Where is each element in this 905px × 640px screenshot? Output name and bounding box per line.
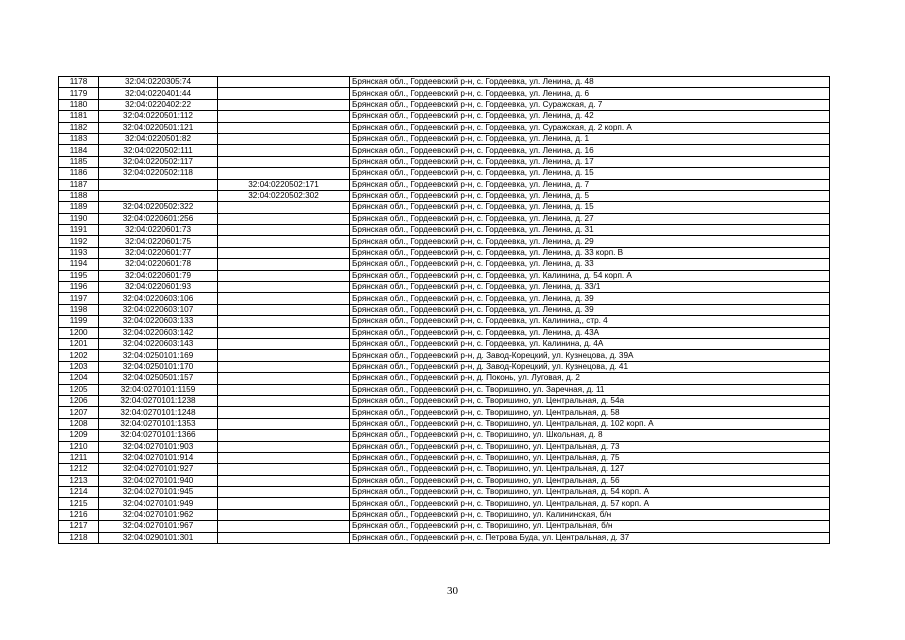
row-number-cell: 1185	[59, 156, 99, 167]
address-cell: Брянская обл., Гордеевский р-н, с. Творишино, ул. Центральная, д. 56	[350, 475, 830, 486]
row-number-cell: 1189	[59, 202, 99, 213]
table-row	[59, 77, 830, 88]
building-cadastral-number-cell	[218, 259, 350, 270]
address-cell: Брянская обл., Гордеевский р-н, с. Гордеевка, ул. Суражская, д. 7	[350, 99, 830, 110]
table-row	[59, 179, 830, 190]
building-cadastral-number-cell	[218, 498, 350, 509]
row-number-cell: 1188	[59, 190, 99, 201]
table-row	[59, 498, 830, 509]
row-number-cell: 1192	[59, 236, 99, 247]
row-number-cell: 1203	[59, 361, 99, 372]
address-cell: Брянская обл., Гордеевский р-н, с. Гордеевка, ул. Ленина, д. 39	[350, 304, 830, 315]
building-cadastral-number-cell	[218, 99, 350, 110]
address-cell: Брянская обл., Гордеевский р-н, с. Творишино, ул. Центральная, д. 54а	[350, 395, 830, 406]
table-row	[59, 384, 830, 395]
row-number-cell: 1179	[59, 88, 99, 99]
cadastral-register-table	[58, 76, 830, 544]
row-number-cell: 1195	[59, 270, 99, 281]
table-row	[59, 236, 830, 247]
land-cadastral-number-cell: 32:04:0250501:157	[99, 373, 218, 384]
building-cadastral-number-cell: 32:04:0220502:171	[218, 179, 350, 190]
table-row	[59, 441, 830, 452]
building-cadastral-number-cell	[218, 156, 350, 167]
table-row	[59, 225, 830, 236]
building-cadastral-number-cell	[218, 111, 350, 122]
row-number-cell: 1218	[59, 532, 99, 543]
building-cadastral-number-cell	[218, 464, 350, 475]
land-cadastral-number-cell: 32:04:0270101:903	[99, 441, 218, 452]
land-cadastral-number-cell: 32:04:0270101:962	[99, 509, 218, 520]
building-cadastral-number-cell	[218, 430, 350, 441]
building-cadastral-number-cell: 32:04:0220502:302	[218, 190, 350, 201]
building-cadastral-number-cell	[218, 133, 350, 144]
address-cell: Брянская обл., Гордеевский р-н, с. Гордеевка, ул. Ленина, д. 17	[350, 156, 830, 167]
land-cadastral-number-cell: 32:04:0270101:1353	[99, 418, 218, 429]
address-cell: Брянская обл., Гордеевский р-н, с. Гордеевка, ул. Ленина, д. 15	[350, 168, 830, 179]
building-cadastral-number-cell	[218, 441, 350, 452]
table-row	[59, 418, 830, 429]
row-number-cell: 1197	[59, 293, 99, 304]
building-cadastral-number-cell	[218, 202, 350, 213]
address-cell: Брянская обл., Гордеевский р-н, д. Завод-Корецкий, ул. Кузнецова, д. 41	[350, 361, 830, 372]
building-cadastral-number-cell	[218, 304, 350, 315]
building-cadastral-number-cell	[218, 407, 350, 418]
table-row	[59, 361, 830, 372]
table-row	[59, 464, 830, 475]
table-row	[59, 111, 830, 122]
row-number-cell: 1180	[59, 99, 99, 110]
address-cell: Брянская обл., Гордеевский р-н, с. Гордеевка, ул. Калинина, д. 4А	[350, 338, 830, 349]
row-number-cell: 1182	[59, 122, 99, 133]
land-cadastral-number-cell: 32:04:0220502:117	[99, 156, 218, 167]
address-cell: Брянская обл., Гордеевский р-н, с. Гордеевка, ул. Ленина, д. 16	[350, 145, 830, 156]
land-cadastral-number-cell: 32:04:0270101:1238	[99, 395, 218, 406]
address-cell: Брянская обл., Гордеевский р-н, д. Поконь, ул. Луговая, д. 2	[350, 373, 830, 384]
address-cell: Брянская обл., Гордеевский р-н, с. Гордеевка, ул. Калинина,, стр. 4	[350, 316, 830, 327]
table-row	[59, 99, 830, 110]
table-row	[59, 304, 830, 315]
table-row	[59, 293, 830, 304]
land-cadastral-number-cell: 32:04:0220501:82	[99, 133, 218, 144]
address-cell: Брянская обл., Гордеевский р-н, с. Гордеевка, ул. Ленина, д. 33 корп. В	[350, 247, 830, 258]
page-number: 30	[447, 585, 458, 597]
address-cell: Брянская обл., Гордеевский р-н, с. Гордеевка, ул. Ленина, д. 1	[350, 133, 830, 144]
address-cell: Брянская обл., Гордеевский р-н, с. Гордеевка, ул. Ленина, д. 43А	[350, 327, 830, 338]
building-cadastral-number-cell	[218, 532, 350, 543]
row-number-cell: 1187	[59, 179, 99, 190]
row-number-cell: 1178	[59, 77, 99, 88]
land-cadastral-number-cell: 32:04:0220603:107	[99, 304, 218, 315]
row-number-cell: 1196	[59, 282, 99, 293]
row-number-cell: 1207	[59, 407, 99, 418]
address-cell: Брянская обл., Гордеевский р-н, с. Гордеевка, ул. Ленина, д. 27	[350, 213, 830, 224]
table-row	[59, 133, 830, 144]
land-cadastral-number-cell: 32:04:0220601:77	[99, 247, 218, 258]
building-cadastral-number-cell	[218, 361, 350, 372]
row-number-cell: 1191	[59, 225, 99, 236]
building-cadastral-number-cell	[218, 88, 350, 99]
building-cadastral-number-cell	[218, 338, 350, 349]
building-cadastral-number-cell	[218, 270, 350, 281]
building-cadastral-number-cell	[218, 350, 350, 361]
table-row	[59, 213, 830, 224]
land-cadastral-number-cell: 32:04:0220601:79	[99, 270, 218, 281]
table-row	[59, 156, 830, 167]
row-number-cell: 1201	[59, 338, 99, 349]
address-cell: Брянская обл., Гордеевский р-н, с. Творишино, ул. Центральная, д. 54 корп. А	[350, 487, 830, 498]
table-row	[59, 487, 830, 498]
row-number-cell: 1200	[59, 327, 99, 338]
land-cadastral-number-cell: 32:04:0270101:1248	[99, 407, 218, 418]
building-cadastral-number-cell	[218, 373, 350, 384]
table-row	[59, 407, 830, 418]
row-number-cell: 1205	[59, 384, 99, 395]
land-cadastral-number-cell: 32:04:0220603:142	[99, 327, 218, 338]
table-row	[59, 282, 830, 293]
address-cell: Брянская обл., Гордеевский р-н, с. Гордеевка, ул. Ленина, д. 5	[350, 190, 830, 201]
land-cadastral-number-cell: 32:04:0250101:170	[99, 361, 218, 372]
building-cadastral-number-cell	[218, 475, 350, 486]
building-cadastral-number-cell	[218, 168, 350, 179]
address-cell: Брянская обл., Гордеевский р-н, с. Творишино, ул. Школьная, д. 8	[350, 430, 830, 441]
land-cadastral-number-cell: 32:04:0220601:78	[99, 259, 218, 270]
building-cadastral-number-cell	[218, 384, 350, 395]
land-cadastral-number-cell: 32:04:0220603:106	[99, 293, 218, 304]
land-cadastral-number-cell: 32:04:0220501:112	[99, 111, 218, 122]
address-cell: Брянская обл., Гордеевский р-н, с. Творишино, ул. Калининская, б/н	[350, 509, 830, 520]
row-number-cell: 1202	[59, 350, 99, 361]
land-cadastral-number-cell: 32:04:0270101:1159	[99, 384, 218, 395]
address-cell: Брянская обл., Гордеевский р-н, с. Творишино, ул. Центральная, д. 57 корп. А	[350, 498, 830, 509]
land-cadastral-number-cell: 32:04:0220601:73	[99, 225, 218, 236]
table-row	[59, 521, 830, 532]
building-cadastral-number-cell	[218, 213, 350, 224]
address-cell: Брянская обл., Гордеевский р-н, с. Гордеевка, ул. Ленина, д. 33	[350, 259, 830, 270]
table-row	[59, 270, 830, 281]
row-number-cell: 1217	[59, 521, 99, 532]
table-row	[59, 475, 830, 486]
address-cell: Брянская обл., Гордеевский р-н, с. Гордеевка, ул. Ленина, д. 33/1	[350, 282, 830, 293]
table-row	[59, 452, 830, 463]
row-number-cell: 1198	[59, 304, 99, 315]
table-row	[59, 168, 830, 179]
building-cadastral-number-cell	[218, 521, 350, 532]
table-row	[59, 532, 830, 543]
land-cadastral-number-cell: 32:04:0270101:949	[99, 498, 218, 509]
table-row	[59, 202, 830, 213]
land-cadastral-number-cell: 32:04:0250101:169	[99, 350, 218, 361]
land-cadastral-number-cell	[99, 179, 218, 190]
building-cadastral-number-cell	[218, 487, 350, 498]
building-cadastral-number-cell	[218, 145, 350, 156]
row-number-cell: 1194	[59, 259, 99, 270]
row-number-cell: 1216	[59, 509, 99, 520]
row-number-cell: 1206	[59, 395, 99, 406]
row-number-cell: 1209	[59, 430, 99, 441]
row-number-cell: 1183	[59, 133, 99, 144]
address-cell: Брянская обл., Гордеевский р-н, с. Творишино, ул. Заречная, д. 11	[350, 384, 830, 395]
land-cadastral-number-cell: 32:04:0220502:111	[99, 145, 218, 156]
land-cadastral-number-cell: 32:04:0270101:927	[99, 464, 218, 475]
row-number-cell: 1184	[59, 145, 99, 156]
row-number-cell: 1204	[59, 373, 99, 384]
table-row	[59, 247, 830, 258]
address-cell: Брянская обл., Гордеевский р-н, с. Творишино, ул. Центральная, д. 73	[350, 441, 830, 452]
land-cadastral-number-cell: 32:04:0220305:74	[99, 77, 218, 88]
address-cell: Брянская обл., Гордеевский р-н, с. Гордеевка, ул. Ленина, д. 29	[350, 236, 830, 247]
building-cadastral-number-cell	[218, 282, 350, 293]
address-cell: Брянская обл., Гордеевский р-н, с. Гордеевка, ул. Ленина, д. 15	[350, 202, 830, 213]
land-cadastral-number-cell: 32:04:0220402:22	[99, 99, 218, 110]
table-row	[59, 145, 830, 156]
address-cell: Брянская обл., Гордеевский р-н, д. Завод-Корецкий, ул. Кузнецова, д. 39А	[350, 350, 830, 361]
land-cadastral-number-cell	[99, 190, 218, 201]
land-cadastral-number-cell: 32:04:0220401:44	[99, 88, 218, 99]
building-cadastral-number-cell	[218, 122, 350, 133]
row-number-cell: 1190	[59, 213, 99, 224]
address-cell: Брянская обл., Гордеевский р-н, с. Гордеевка, ул. Ленина, д. 31	[350, 225, 830, 236]
address-cell: Брянская обл., Гордеевский р-н, с. Творишино, ул. Центральная, д. 58	[350, 407, 830, 418]
row-number-cell: 1211	[59, 452, 99, 463]
building-cadastral-number-cell	[218, 316, 350, 327]
land-cadastral-number-cell: 32:04:0270101:945	[99, 487, 218, 498]
address-cell: Брянская обл., Гордеевский р-н, с. Творишино, ул. Центральная, б/н	[350, 521, 830, 532]
address-cell: Брянская обл., Гордеевский р-н, с. Петрова Буда, ул. Центральная, д. 37	[350, 532, 830, 543]
land-cadastral-number-cell: 32:04:0290101:301	[99, 532, 218, 543]
row-number-cell: 1208	[59, 418, 99, 429]
table-row	[59, 88, 830, 99]
row-number-cell: 1214	[59, 487, 99, 498]
building-cadastral-number-cell	[218, 395, 350, 406]
table-row	[59, 338, 830, 349]
land-cadastral-number-cell: 32:04:0270101:940	[99, 475, 218, 486]
land-cadastral-number-cell: 32:04:0220601:93	[99, 282, 218, 293]
land-cadastral-number-cell: 32:04:0220501:121	[99, 122, 218, 133]
land-cadastral-number-cell: 32:04:0220603:133	[99, 316, 218, 327]
table-row	[59, 395, 830, 406]
building-cadastral-number-cell	[218, 236, 350, 247]
row-number-cell: 1213	[59, 475, 99, 486]
table-row	[59, 509, 830, 520]
address-cell: Брянская обл., Гордеевский р-н, с. Творишино, ул. Центральная, д. 75	[350, 452, 830, 463]
row-number-cell: 1181	[59, 111, 99, 122]
building-cadastral-number-cell	[218, 77, 350, 88]
table-row	[59, 430, 830, 441]
building-cadastral-number-cell	[218, 327, 350, 338]
building-cadastral-number-cell	[218, 418, 350, 429]
table-row	[59, 190, 830, 201]
row-number-cell: 1193	[59, 247, 99, 258]
row-number-cell: 1199	[59, 316, 99, 327]
address-cell: Брянская обл., Гордеевский р-н, с. Гордеевка, ул. Ленина, д. 6	[350, 88, 830, 99]
land-cadastral-number-cell: 32:04:0220603:143	[99, 338, 218, 349]
register-table-body	[59, 77, 830, 544]
row-number-cell: 1186	[59, 168, 99, 179]
building-cadastral-number-cell	[218, 225, 350, 236]
table-row	[59, 373, 830, 384]
address-cell: Брянская обл., Гордеевский р-н, с. Гордеевка, ул. Калинина, д. 54 корп. А	[350, 270, 830, 281]
table-row	[59, 327, 830, 338]
address-cell: Брянская обл., Гордеевский р-н, с. Творишино, ул. Центральная, д. 102 корп. А	[350, 418, 830, 429]
land-cadastral-number-cell: 32:04:0220502:322	[99, 202, 218, 213]
address-cell: Брянская обл., Гордеевский р-н, с. Гордеевка, ул. Ленина, д. 39	[350, 293, 830, 304]
building-cadastral-number-cell	[218, 452, 350, 463]
table-row	[59, 350, 830, 361]
land-cadastral-number-cell: 32:04:0220502:118	[99, 168, 218, 179]
land-cadastral-number-cell: 32:04:0270101:967	[99, 521, 218, 532]
address-cell: Брянская обл., Гордеевский р-н, с. Гордеевка, ул. Суражская, д. 2 корп. А	[350, 122, 830, 133]
land-cadastral-number-cell: 32:04:0220601:75	[99, 236, 218, 247]
address-cell: Брянская обл., Гордеевский р-н, с. Гордеевка, ул. Ленина, д. 48	[350, 77, 830, 88]
table-row	[59, 316, 830, 327]
address-cell: Брянская обл., Гордеевский р-н, с. Гордеевка, ул. Ленина, д. 42	[350, 111, 830, 122]
row-number-cell: 1210	[59, 441, 99, 452]
land-cadastral-number-cell: 32:04:0270101:1366	[99, 430, 218, 441]
land-cadastral-number-cell: 32:04:0220601:256	[99, 213, 218, 224]
address-cell: Брянская обл., Гордеевский р-н, с. Творишино, ул. Центральная, д. 127	[350, 464, 830, 475]
table-row	[59, 259, 830, 270]
address-cell: Брянская обл., Гордеевский р-н, с. Гордеевка, ул. Ленина, д. 7	[350, 179, 830, 190]
building-cadastral-number-cell	[218, 293, 350, 304]
row-number-cell: 1215	[59, 498, 99, 509]
building-cadastral-number-cell	[218, 247, 350, 258]
land-cadastral-number-cell: 32:04:0270101:914	[99, 452, 218, 463]
table-row	[59, 122, 830, 133]
row-number-cell: 1212	[59, 464, 99, 475]
building-cadastral-number-cell	[218, 509, 350, 520]
